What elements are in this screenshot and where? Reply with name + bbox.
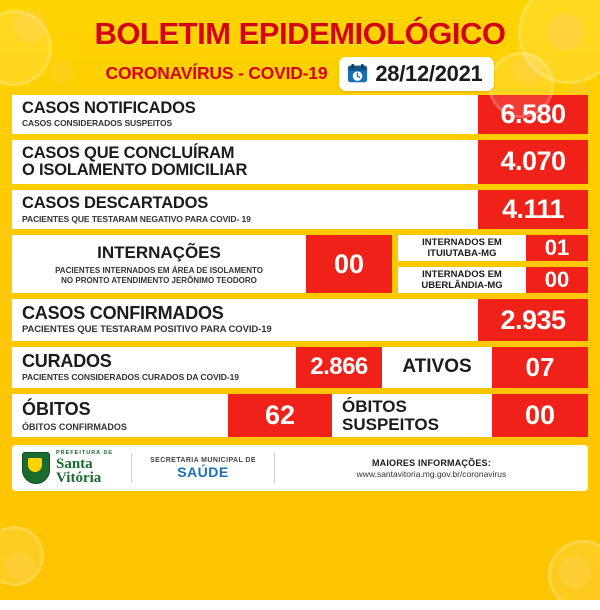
internados-uberlandia [398, 267, 588, 293]
city-name-line2: Vitória [56, 470, 102, 487]
obitos-sublabel: ÓBITOS CONFIRMADOS [22, 422, 127, 433]
internados-uberlandia-label [398, 267, 526, 293]
row-value: 4.111 [478, 190, 588, 229]
prefeitura-label: PREFEITURA DE [56, 450, 114, 457]
obitos-suspeitos-label-block [332, 394, 492, 438]
internacoes-sublabel-2: NO PRONTO ATENDIMENTO JERÔNIMO TEODORO [61, 275, 257, 285]
row-casos-confirmados [12, 299, 588, 341]
date-badge [339, 57, 494, 91]
confirmados-label: CASOS CONFIRMADOS [22, 303, 224, 324]
stats-body [0, 95, 600, 438]
footer-divider [131, 453, 132, 483]
row-value: 4.070 [478, 140, 588, 185]
row-label: CASOS DESCARTADOS [22, 194, 209, 213]
page-subtitle: CORONAVÍRUS - COVID-19 [105, 63, 328, 84]
city-name-line1: Santa [56, 455, 93, 472]
poster-header [0, 0, 600, 95]
secretaria-line2: SAÚDE [177, 463, 229, 480]
more-info-block [285, 458, 578, 480]
row-label-line2: O ISOLAMENTO DOMICILIAR [22, 160, 248, 179]
row-label: CASOS NOTIFICADOS [22, 98, 196, 117]
row-casos-isolamento [12, 140, 588, 185]
internacoes-label-block [12, 235, 306, 293]
obitos-label-block [12, 394, 228, 438]
row-sublabel: PACIENTES QUE TESTARAM NEGATIVO PARA COVID- 19 [22, 213, 251, 224]
ativos-value: 07 [492, 347, 588, 388]
row-obitos [12, 394, 588, 438]
row-sublabel: CASOS CONSIDERADOS SUSPEITOS [22, 117, 173, 128]
internados-ituiutaba-line2: ITUIUTABA-MG [427, 248, 497, 260]
page-title: BOLETIM EPIDEMIOLÓGICO [94, 16, 506, 51]
row-value: 6.580 [478, 95, 588, 134]
obitos-suspeitos-line1: ÓBITOS [342, 396, 407, 416]
internacoes-sub-block [398, 235, 588, 293]
internados-uberlandia-line2: UBERLÂNDIA-MG [421, 280, 503, 292]
confirmados-value: 2.935 [478, 299, 588, 341]
curados-value: 2.866 [296, 347, 382, 388]
curados-sublabel: PACIENTES CONSIDERADOS CURADOS DA COVID-19 [22, 372, 239, 383]
curados-label-block [12, 347, 296, 388]
virus-decoration-icon [0, 526, 44, 586]
internacoes-sublabel-1: PACIENTES INTERNADOS EM ÁREA DE ISOLAMENTO [55, 265, 263, 275]
internados-uberlandia-line1: INTERNADOS EM [422, 268, 502, 280]
internados-ituiutaba-line1: INTERNADOS EM [422, 236, 502, 248]
internados-ituiutaba-label [398, 235, 526, 261]
curados-label: CURADOS [22, 351, 112, 372]
internacoes-label: INTERNAÇÕES [97, 242, 221, 262]
prefeitura-text [56, 451, 113, 485]
obitos-suspeitos-line2: SUSPEITOS [342, 414, 439, 434]
internados-ituiutaba-value: 01 [526, 235, 588, 261]
poster-footer [12, 445, 588, 491]
ativos-label: ATIVOS [382, 347, 492, 388]
internacoes-value: 00 [306, 235, 392, 293]
obitos-label: ÓBITOS [22, 399, 91, 420]
subtitle-row [14, 57, 586, 91]
coat-of-arms-icon [22, 452, 50, 484]
bulletin-date: 28/12/2021 [375, 60, 483, 86]
internados-uberlandia-value: 00 [526, 267, 588, 293]
footer-divider [274, 453, 275, 483]
row-label-block [12, 95, 478, 134]
row-casos-descartados [12, 190, 588, 229]
row-label: CASOS QUE CONCLUÍRAM [22, 143, 235, 162]
more-info-url[interactable]: www.santavitoria.mg.gov.br/coronavirus [356, 468, 507, 479]
obitos-suspeitos-value: 00 [492, 394, 588, 438]
row-curados-ativos [12, 347, 588, 388]
secretaria-brand [142, 457, 264, 479]
internados-ituiutaba [398, 235, 588, 261]
obitos-value: 62 [228, 394, 332, 438]
more-info-label: MAIORES INFORMAÇÕES: [371, 457, 491, 468]
row-label-block [12, 299, 478, 341]
row-label-block [12, 190, 478, 229]
internacoes-block [12, 235, 588, 293]
confirmados-sublabel: PACIENTES QUE TESTARAM POSITIVO PARA COVID-19 [22, 324, 272, 336]
secretaria-line1: SECRETARIA MUNICIPAL DE [150, 457, 256, 465]
row-label-block [12, 140, 478, 185]
prefeitura-brand [22, 451, 121, 485]
calendar-icon [347, 63, 368, 84]
internacoes-main [12, 235, 392, 293]
